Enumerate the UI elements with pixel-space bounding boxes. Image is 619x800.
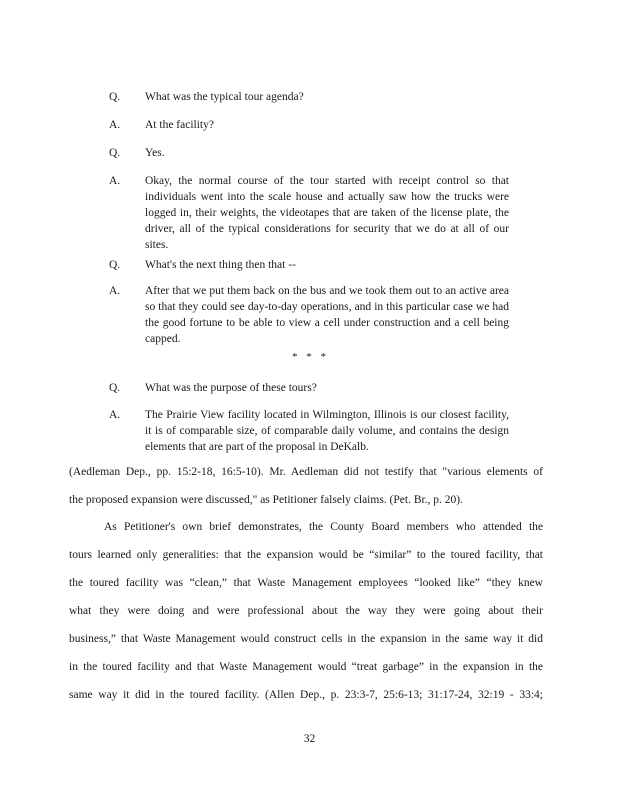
page-number: 32 — [303, 733, 316, 745]
testimony-q2 — [109, 145, 509, 161]
qa-label: Q. — [109, 382, 121, 394]
testimony-q1 — [109, 89, 509, 105]
paragraph-line: As Petitioner's own brief demonstrates, the County Board members who attended the — [104, 521, 543, 533]
paragraph-line: tours learned only generalities: that the expansion would be “similar” to the toured facility, that — [69, 549, 543, 561]
qa-label: A. — [109, 119, 121, 131]
qa-text: What's the next thing then that -- — [145, 259, 296, 271]
qa-label: Q. — [109, 91, 121, 103]
testimony-a2 — [109, 173, 509, 251]
testimony-a4 — [109, 407, 509, 457]
testimony-a1 — [109, 117, 509, 133]
qa-text: The Prairie View facility located in Wilmington, Illinois is our closest facility, it is of comparable size, of comparable daily volume, and contains the design elements that are part of the proposal in DeKalb. — [145, 409, 509, 453]
qa-label: A. — [109, 409, 121, 421]
qa-text: After that we put them back on the bus and we took them out to an active area so that they could see day-to-day operations, and in this particular case we had the good fortune to be able to view a cell under construction and a cell being capped. — [145, 285, 509, 345]
paragraph-line: same way it did in the toured facility. (Allen Dep., p. 23:3-7, 25:6-13; 31:17-24, 32:19 - 33:4; — [69, 689, 543, 701]
qa-text: Okay, the normal course of the tour started with receipt control so that individuals went into the scale house and actually saw how the trucks were logged in, their weights, the videotapes that are taken of the license plate, the driver, all of the typical considerations for security that we do at all of our sites. — [145, 175, 509, 251]
section-separator: * * * — [292, 351, 329, 363]
citation-line: the proposed expansion were discussed," as Petitioner falsely claims. (Pet. Br., p. 20). — [69, 494, 464, 506]
citation-line: (Aedleman Dep., pp. 15:2-18, 16:5-10). Mr. Aedleman did not testify that "various elements of — [69, 466, 543, 478]
testimony-a3 — [109, 283, 509, 347]
qa-text: What was the purpose of these tours? — [145, 382, 317, 394]
qa-text: At the facility? — [145, 119, 214, 131]
paragraph-line: the toured facility was “clean,” that Waste Management employees “looked like” “they knew — [69, 577, 543, 589]
testimony-q3 — [109, 257, 509, 273]
qa-text: What was the typical tour agenda? — [145, 91, 304, 103]
paragraph-line: what they were doing and were professional about the way they were going about their — [69, 605, 543, 617]
paragraph-line: in the toured facility and that Waste Management would “treat garbage” in the expansion in the — [69, 661, 543, 673]
qa-label: A. — [109, 285, 121, 297]
qa-label: Q. — [109, 147, 121, 159]
qa-label: Q. — [109, 259, 121, 271]
testimony-q4 — [109, 380, 509, 396]
qa-text: Yes. — [145, 147, 165, 159]
paragraph-line: business,” that Waste Management would construct cells in the expansion in the same way it did — [69, 633, 543, 645]
qa-label: A. — [109, 175, 121, 187]
